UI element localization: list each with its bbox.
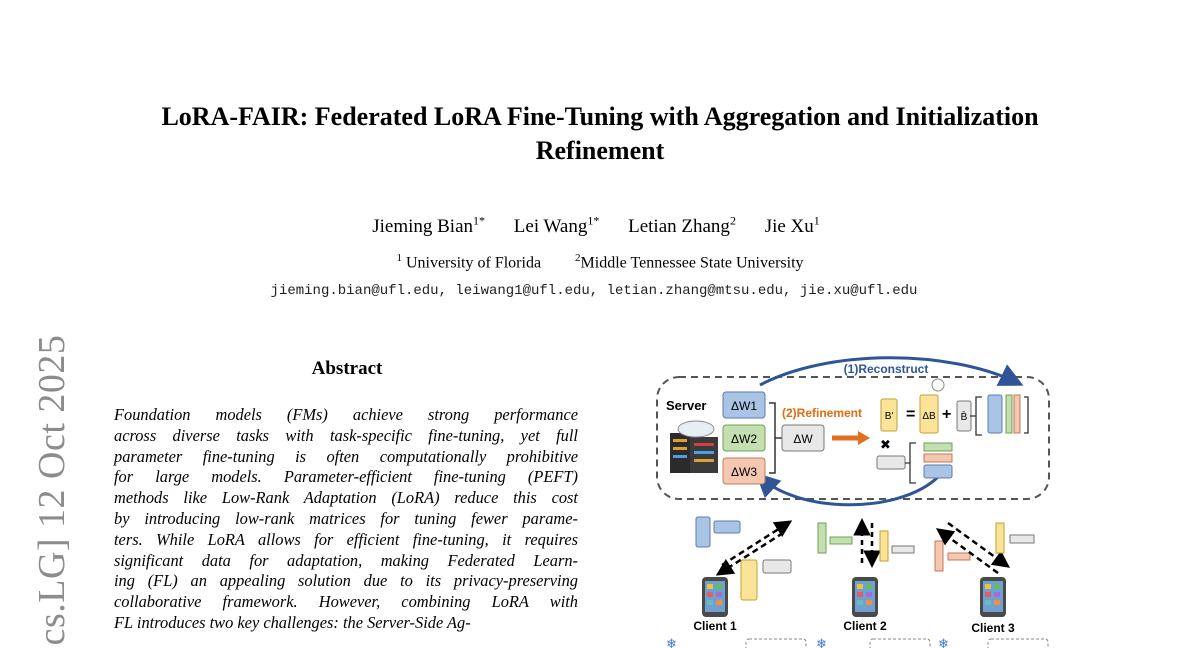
author: Jieming Bian$^{1*}$: [372, 214, 486, 238]
client2-a-bar: [892, 546, 914, 553]
return-arrow: [760, 477, 938, 505]
author: Lei Wang$^{1*}$: [513, 214, 600, 238]
client3-a-bar: [1010, 535, 1034, 543]
title-line-2: Refinement: [535, 136, 665, 165]
snowflake-icon: ❄: [666, 636, 677, 648]
author-emails: jieming.bian@ufl.edu, leiwang1@ufl.edu, letian.zhang@mtsu.edu, jie.xu@ufl.edu: [270, 283, 918, 299]
client3-model-box: [988, 639, 1048, 648]
client2-model-box: [870, 639, 930, 648]
abstract-line: collaborative framework. However, combining LoRA with: [114, 592, 578, 612]
refinement-arrowhead: [858, 431, 870, 445]
abstract-line: for large models. Parameter-efficient fine-tuning (PEFT): [114, 467, 578, 487]
client3-a3-bar: [948, 553, 970, 560]
b-bar-symbol: B̄: [960, 412, 968, 423]
author-list: [0, 214, 1192, 238]
snowflake-icon: ❄: [938, 636, 949, 648]
client2-a2-bar: [830, 537, 852, 544]
delta-w1-label: ΔW1: [730, 399, 758, 413]
delta-w3-label: ΔW3: [730, 465, 758, 479]
client2-label: Client 2: [843, 619, 887, 633]
client3-b-bar: [996, 523, 1004, 553]
b-bracket: [970, 397, 982, 435]
abstract-heading: Abstract: [311, 358, 383, 379]
client3-b3-bar: [935, 541, 943, 571]
abstract-line: ing (FL) an appealing solution due to its privacy-preserving: [114, 571, 578, 591]
delta-w2-label: ΔW2: [730, 432, 758, 446]
client1-a-bar-box: [763, 560, 791, 573]
b1-box: [988, 395, 1002, 433]
delta-w-label: ΔW: [793, 432, 813, 446]
refinement-label: (2)Refinement: [782, 406, 863, 420]
arxiv-watermark: cs.LG] 12 Oct 2025: [31, 334, 73, 646]
reconstruct-label: (1)Reconstruct: [843, 362, 929, 376]
abstract-line: significant data for adaptation, making Federated Learn-: [114, 550, 578, 570]
a3-bar: [924, 454, 952, 462]
client1-model-box: [746, 639, 806, 648]
abstract-line: across diverse tasks with task-specific fine-tuning, yet full: [114, 425, 578, 445]
a1-box: [924, 465, 952, 478]
abstract-line: by introducing low-rank matrices for tuning fewer parame-: [114, 508, 578, 528]
client1-b-prime-box: [741, 560, 757, 600]
affiliation: University of Florida: [405, 254, 542, 272]
client3-label: Client 3: [971, 621, 1015, 635]
a-bracket: [905, 443, 916, 483]
client1-b1-box: [696, 517, 710, 547]
client1-a1-box: [714, 521, 740, 533]
a2-bar: [924, 443, 952, 451]
b2-bar: [1006, 395, 1012, 433]
abstract-line: parameter fine-tuning is often computationally prohibitive: [114, 446, 578, 466]
method-diagram: [648, 355, 1058, 648]
ghost-icon: [932, 379, 944, 391]
equals-sign: =: [906, 406, 916, 423]
b-prime-symbol: B': [884, 411, 894, 422]
delta-b-symbol: ΔB: [922, 411, 936, 422]
client1-label: Client 1: [693, 619, 737, 633]
client1-phone-icon: [702, 577, 728, 617]
plus-sign: +: [942, 406, 952, 423]
title-line-1: LoRA-FAIR: Federated LoRA Fine-Tuning with Aggregation and Initialization: [161, 102, 1039, 131]
server-icon: [670, 421, 718, 473]
client2-b-bar: [880, 531, 888, 561]
affiliation: Middle Tennessee State University: [580, 254, 804, 272]
abstract-line: Foundation models (FMs) achieve strong performance: [114, 405, 578, 424]
abstract-line: ters. While LoRA allows for efficient fine-tuning, it requires: [114, 529, 578, 549]
method-figure: [648, 355, 1058, 648]
affiliations: $^1$ University of Florida $^2$Middle Tennessee State University: [396, 252, 804, 272]
b3-bar: [1014, 395, 1020, 433]
author: Jie Xu$^1$: [764, 214, 820, 238]
snowflake-icon: ❄: [816, 636, 827, 648]
a-bar-box: [877, 456, 905, 469]
client3-phone-icon: [980, 577, 1006, 617]
abstract-line: FL introduces two key challenges: the Server-Side Ag-: [114, 612, 471, 632]
aggregation-bracket: [769, 403, 782, 473]
abstract-body: [114, 405, 578, 634]
times-sign: ✖: [880, 437, 891, 452]
abstract-line: methods like Low-Rank Adaptation (LoRA) reduce this cost: [114, 488, 578, 508]
client2-b2-bar: [818, 523, 826, 553]
client2-phone-icon: [852, 577, 878, 617]
author: Letian Zhang$^2$: [628, 214, 736, 238]
paper-title: [0, 100, 1200, 168]
server-label: Server: [666, 398, 707, 413]
